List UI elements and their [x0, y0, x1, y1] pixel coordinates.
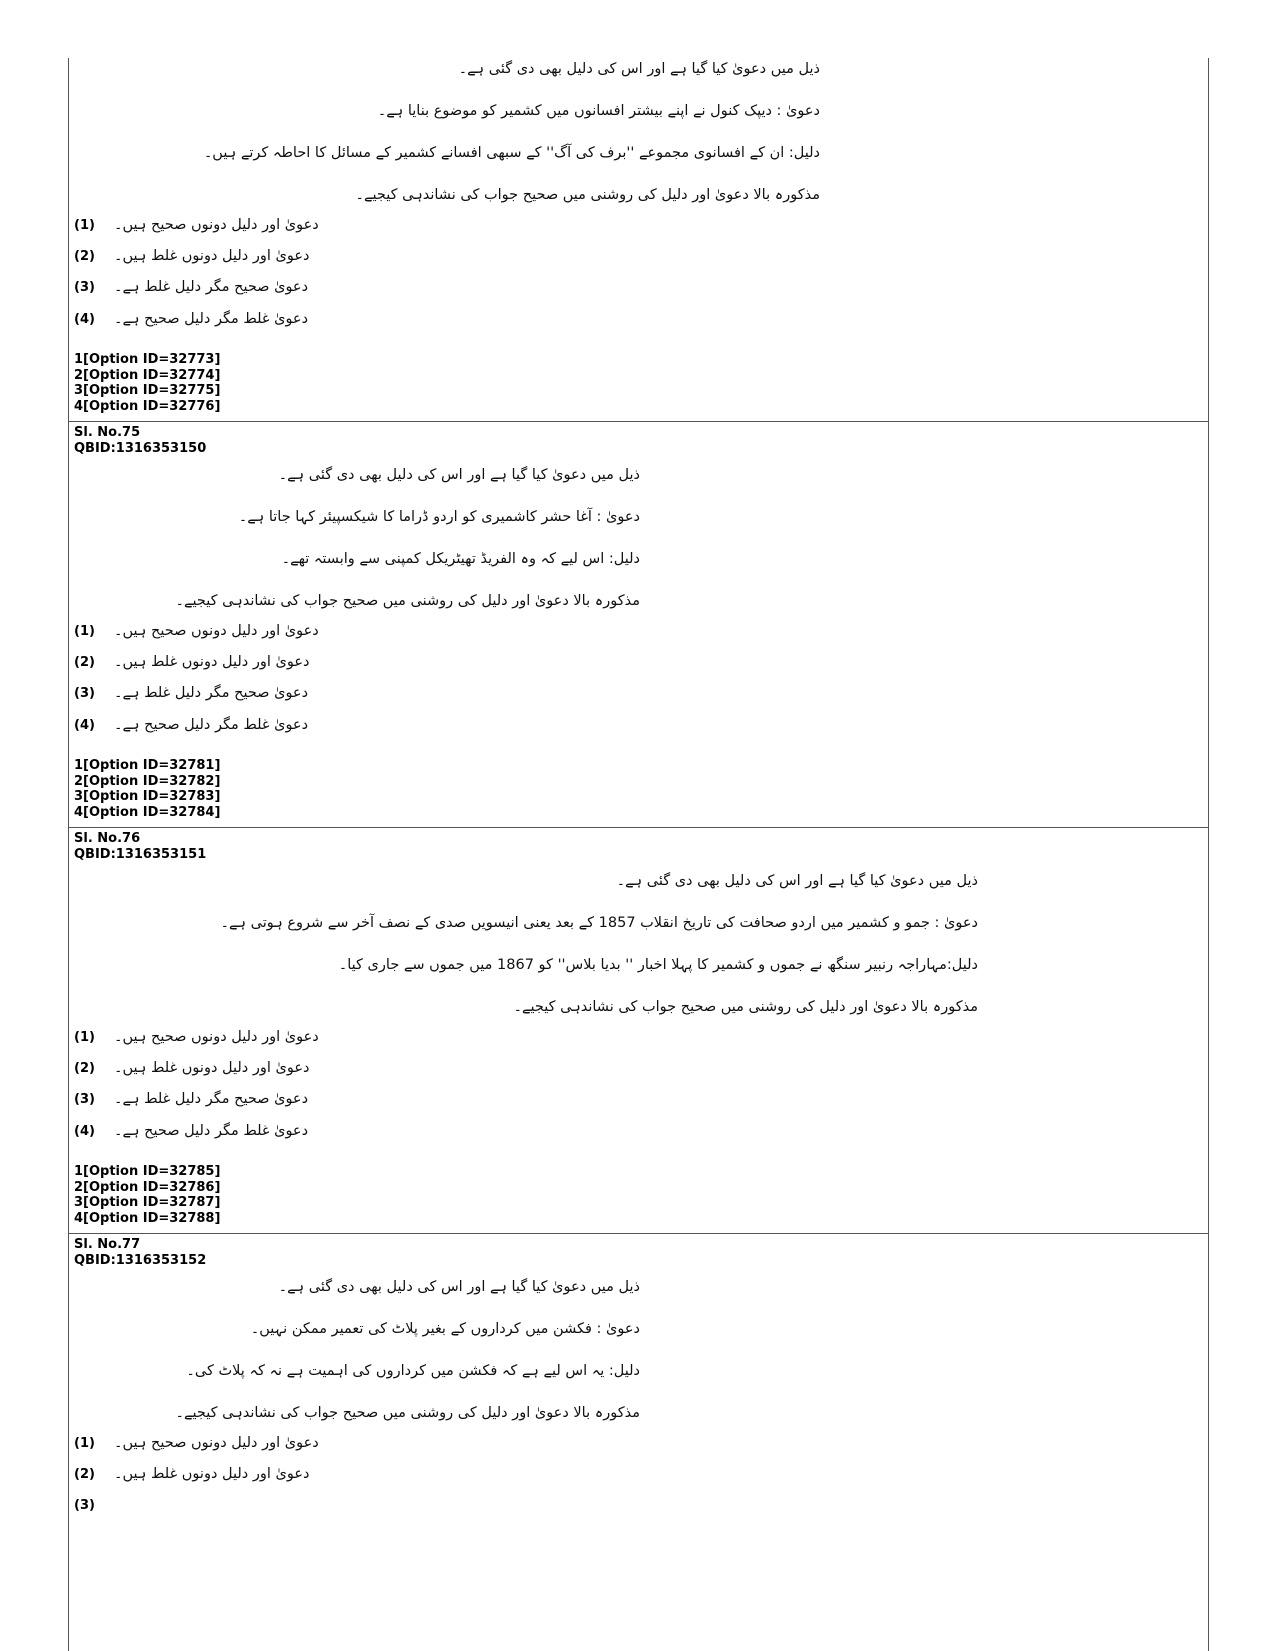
option-text: دعویٰ غلط مگر دلیل صحیح ہے۔	[114, 311, 309, 327]
serial-number: Sl. No.76	[74, 831, 141, 846]
option-text: دعویٰ غلط مگر دلیل صحیح ہے۔	[114, 717, 309, 733]
option-2	[74, 651, 309, 673]
question-instruction: مذکورہ بالا دعویٰ اور دلیل کی روشنی میں صحیح جواب کی نشاندہی کیجیے۔	[355, 187, 820, 203]
option-2	[74, 1463, 309, 1485]
option-2	[74, 1057, 309, 1079]
serial-number: Sl. No.77	[74, 1237, 141, 1252]
option-text: دعویٰ اور دلیل دونوں صحیح ہیں۔	[114, 217, 319, 233]
option-number: (4)	[74, 717, 95, 733]
option-id: 3[Option ID=32783]	[74, 789, 221, 804]
question-instruction: مذکورہ بالا دعویٰ اور دلیل کی روشنی میں صحیح جواب کی نشاندہی کیجیے۔	[175, 1405, 640, 1421]
option-text: دعویٰ صحیح مگر دلیل غلط ہے۔	[114, 279, 309, 295]
right-border	[1208, 58, 1209, 1651]
option-4	[74, 714, 308, 736]
option-number: (2)	[74, 248, 95, 264]
option-number: (2)	[74, 1466, 95, 1482]
question-instruction: مذکورہ بالا دعویٰ اور دلیل کی روشنی میں صحیح جواب کی نشاندہی کیجیے۔	[175, 593, 640, 609]
qbid: QBID:1316353152	[74, 1253, 207, 1268]
option-number: (3)	[74, 1497, 95, 1513]
question-reason: دلیل: یہ اس لیے ہے کہ فکشن میں کرداروں کی اہمیت ہے نہ کہ پلاٹ کی۔	[186, 1363, 640, 1379]
option-number: (1)	[74, 217, 95, 233]
option-id: 1[Option ID=32785]	[74, 1164, 221, 1179]
option-3	[74, 1088, 308, 1110]
option-text: دعویٰ اور دلیل دونوں غلط ہیں۔	[114, 654, 310, 670]
option-text: دعویٰ اور دلیل دونوں غلط ہیں۔	[114, 248, 310, 264]
option-number: (2)	[74, 1060, 95, 1076]
option-id: 4[Option ID=32788]	[74, 1210, 221, 1226]
option-id-list	[74, 1164, 220, 1226]
option-4	[74, 308, 308, 330]
question-reason: دلیل: اس لیے کہ وہ الفریڈ تھیٹریکل کمپنی سے وابستہ تھے۔	[281, 551, 640, 567]
option-text: دعویٰ غلط مگر دلیل صحیح ہے۔	[114, 1123, 309, 1139]
option-text: دعویٰ اور دلیل دونوں غلط ہیں۔	[114, 1060, 310, 1076]
question-claim: دعویٰ : آغا حشر کاشمیری کو اردو ڈراما کا شیکسپیئر کہا جاتا ہے۔	[238, 509, 640, 525]
option-1	[74, 1026, 319, 1048]
option-1	[74, 1432, 319, 1454]
option-text: دعویٰ اور دلیل دونوں صحیح ہیں۔	[114, 623, 319, 639]
option-id: 2[Option ID=32786]	[74, 1179, 221, 1195]
option-number: (1)	[74, 1029, 95, 1045]
question-reason: دلیل:مہاراجہ رنبیر سنگھ نے جموں و کشمیر کا پہلا اخبار '' بدیا بلاس'' کو 1867 میں جموں سے جاری کیا۔	[338, 957, 978, 973]
option-text: دعویٰ اور دلیل دونوں صحیح ہیں۔	[114, 1029, 319, 1045]
question-divider	[68, 421, 1208, 422]
option-number: (3)	[74, 279, 95, 295]
option-1	[74, 620, 319, 642]
option-id: 2[Option ID=32774]	[74, 367, 221, 383]
option-3	[74, 682, 308, 704]
question-divider	[68, 1233, 1208, 1234]
qbid: QBID:1316353151	[74, 847, 207, 862]
question-intro: ذیل میں دعویٰ کیا گیا ہے اور اس کی دلیل بھی دی گئی ہے۔	[458, 61, 820, 77]
serial-number: Sl. No.75	[74, 425, 141, 440]
option-id-list	[74, 352, 220, 414]
option-id-list	[74, 758, 220, 820]
option-text: دعویٰ اور دلیل دونوں غلط ہیں۔	[114, 1466, 310, 1482]
option-id: 4[Option ID=32776]	[74, 398, 221, 414]
option-id: 3[Option ID=32787]	[74, 1195, 221, 1210]
option-number: (3)	[74, 1091, 95, 1107]
option-number: (1)	[74, 623, 95, 639]
option-4	[74, 1120, 308, 1142]
option-text: دعویٰ اور دلیل دونوں صحیح ہیں۔	[114, 1435, 319, 1451]
option-id: 1[Option ID=32773]	[74, 352, 221, 367]
option-3	[74, 276, 308, 298]
question-intro: ذیل میں دعویٰ کیا گیا ہے اور اس کی دلیل بھی دی گئی ہے۔	[278, 1279, 640, 1295]
option-number: (2)	[74, 654, 95, 670]
option-id: 2[Option ID=32782]	[74, 773, 221, 789]
option-number: (4)	[74, 311, 95, 327]
question-claim: دعویٰ : جمو و کشمیر میں اردو صحافت کی تاریخ انقلاب 1857 کے بعد یعنی انیسویں صدی کے نصف آخر سے شروع ہوتی ہے۔	[220, 915, 978, 931]
option-id: 1[Option ID=32781]	[74, 758, 221, 773]
question-divider	[68, 827, 1208, 828]
qbid: QBID:1316353150	[74, 441, 207, 456]
option-id: 3[Option ID=32775]	[74, 383, 221, 398]
left-border	[68, 58, 69, 1651]
question-claim: دعویٰ : دیپک کنول نے اپنے بیشتر افسانوں میں کشمیر کو موضوع بنایا ہے۔	[377, 103, 820, 119]
option-number: (3)	[74, 685, 95, 701]
option-id: 4[Option ID=32784]	[74, 804, 221, 820]
question-claim: دعویٰ : فکشن میں کرداروں کے بغیر پلاٹ کی تعمیر ممکن نہیں۔	[250, 1321, 640, 1337]
question-reason: دلیل: ان کے افسانوی مجموعے ''برف کی آگ'' کے سبھی افسانے کشمیر کے مسائل کا احاطہ کرتے ہیں۔	[203, 145, 820, 161]
question-intro: ذیل میں دعویٰ کیا گیا ہے اور اس کی دلیل بھی دی گئی ہے۔	[278, 467, 640, 483]
question-instruction: مذکورہ بالا دعویٰ اور دلیل کی روشنی میں صحیح جواب کی نشاندہی کیجیے۔	[513, 999, 978, 1015]
option-1	[74, 214, 319, 236]
option-text: دعویٰ صحیح مگر دلیل غلط ہے۔	[114, 685, 309, 701]
question-intro: ذیل میں دعویٰ کیا گیا ہے اور اس کی دلیل بھی دی گئی ہے۔	[616, 873, 978, 889]
option-2	[74, 245, 309, 267]
option-text: دعویٰ صحیح مگر دلیل غلط ہے۔	[114, 1091, 309, 1107]
option-number: (1)	[74, 1435, 95, 1451]
option-3	[74, 1494, 114, 1516]
option-number: (4)	[74, 1123, 95, 1139]
